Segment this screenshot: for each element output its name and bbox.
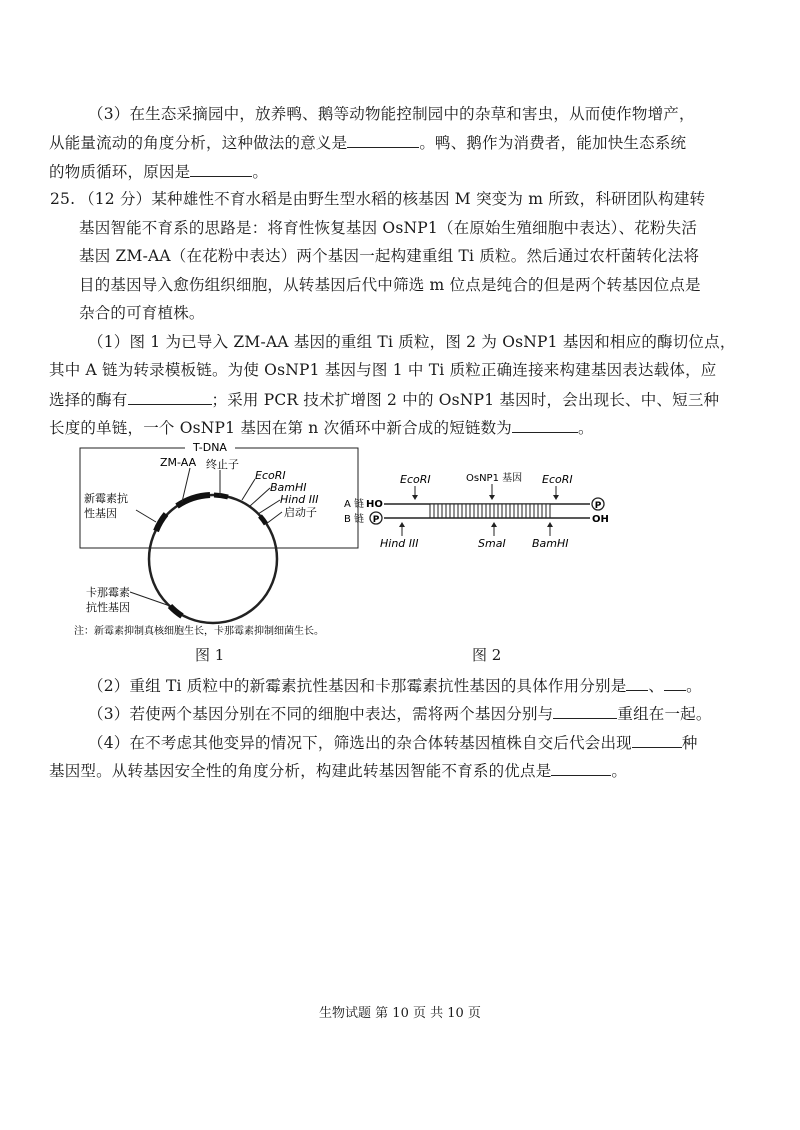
a-chain-5prime: HO <box>366 499 383 510</box>
page-footer: 生物试题 第 10 页 共 10 页 <box>319 1006 481 1021</box>
q25-intro-line2: 基因智能不育系的思路是：将育性恢复基因 OsNP1（在原始生殖细胞中表达）、花粉失活 <box>79 219 698 237</box>
answer-blank[interactable] <box>347 132 419 148</box>
q25-number: 25. <box>50 190 76 208</box>
answer-blank[interactable] <box>632 732 682 748</box>
plasmid-ring <box>149 495 277 623</box>
phosphate-a: P <box>594 501 602 511</box>
ecori-right-label: EcoRI <box>542 473 573 486</box>
q25-intro-line3: 基因 ZM-AA（在花粉中表达）两个基因一起构建重组 Ti 质粒。然后通过农杆菌转化法将 <box>79 247 700 265</box>
neomycin-label-1: 新霉素抗 <box>84 492 128 505</box>
tdna-label: T-DNA <box>193 441 227 454</box>
b-chain-3prime: OH <box>592 514 609 525</box>
q25-intro-line4: 目的基因导入愈伤组织细胞，从转基因后代中筛选 m 位点是纯合的但是两个转基因位点是 <box>79 276 701 294</box>
hindiii-label: Hind III <box>280 493 319 506</box>
q25-p3-line: （3）若使两个基因分别在不同的细胞中表达，需将两个基因分别与 重组在一起。 <box>88 705 712 723</box>
figure-1-plasmid <box>70 436 360 646</box>
ecori-label: EcoRI <box>255 469 286 482</box>
q25-p2-line: （2）重组 Ti 质粒中的新霉素抗性基因和卡那霉素抗性基因的具体作用分别是 、 。 <box>88 677 702 695</box>
answer-blank[interactable] <box>190 161 252 177</box>
terminator-label: 终止子 <box>206 458 239 471</box>
ecori-left-label: EcoRI <box>400 473 431 486</box>
hindiii-site-label: Hind III <box>380 537 419 550</box>
answer-blank[interactable] <box>553 703 617 719</box>
kanamycin-gene-block <box>170 606 182 616</box>
figure-1-note: 注：新霉素抑制真核细胞生长，卡那霉素抑制细菌生长。 <box>74 626 324 637</box>
q24-p3-line1: （3）在生态采摘园中，放养鸭、鹅等动物能控制园中的杂草和害虫，从而使作物增产， <box>88 105 695 123</box>
answer-blank[interactable] <box>128 389 212 405</box>
gene-label: OsNP1 基因 <box>466 473 523 484</box>
q25-intro-line5: 杂合的可育植株。 <box>79 304 205 322</box>
answer-blank[interactable] <box>664 675 686 691</box>
zm-aa-label: ZM-AA <box>160 456 197 469</box>
answer-blank[interactable] <box>551 760 611 776</box>
q25-intro-line1: （12 分）某种雄性不育水稻是由野生型水稻的核基因 M 突变为 m 所致，科研团队构建转 <box>79 190 706 208</box>
q24-p3-line2: 从能量流动的角度分析，这种做法的意义是 。鸭、鹅作为消费者，能加快生态系统 <box>49 134 687 152</box>
q25-p1-line4: 长度的单链，一个 OsNP1 基因在第 n 次循环中新合成的短链数为 。 <box>49 419 594 437</box>
q25-p4-line1: （4）在不考虑其他变异的情况下，筛选出的杂合体转基因植株自交后代会出现 种 <box>88 734 698 752</box>
kanamycin-label-2: 抗性基因 <box>86 601 130 614</box>
kanamycin-label-1: 卡那霉素 <box>86 586 130 599</box>
answer-blank[interactable] <box>626 675 648 691</box>
a-chain-label: A 链 <box>344 499 365 510</box>
q25-p1-line2: 其中 A 链为转录模板链。为使 OsNP1 基因与图 1 中 Ti 质粒正确连接来构建基因表达载体，应 <box>49 361 717 379</box>
bamhi-site-label: BamHI <box>532 537 569 550</box>
figure-1-caption: 图 1 <box>195 646 225 664</box>
q25-p1-line3: 选择的酶有 ；采用 PCR 技术扩增图 2 中的 OsNP1 基因时，会出现长、中、短三种 <box>49 391 720 409</box>
neomycin-label-2: 性基因 <box>84 507 117 520</box>
terminator-block <box>214 495 228 497</box>
smai-site-label: SmaI <box>478 537 506 550</box>
q25-p4-line2: 基因型。从转基因安全性的角度分析，构建此转基因智能不育系的优点是 。 <box>49 762 628 780</box>
promoter-block <box>260 516 266 524</box>
neomycin-gene-block <box>156 514 166 531</box>
q25-p1-line1: （1）图 1 为已导入 ZM-AA 基因的重组 Ti 质粒，图 2 为 OsNP1 基因和相应的酶切位点， <box>88 333 736 351</box>
figure-2-gene <box>342 466 617 556</box>
q24-p3-line3: 的物质循环，原因是 。 <box>49 163 269 181</box>
answer-blank[interactable] <box>512 417 578 433</box>
promoter-label: 启动子 <box>284 506 317 519</box>
phosphate-b: P <box>372 515 380 525</box>
b-chain-label: B 链 <box>344 514 365 525</box>
bamhi-label: BamHI <box>270 481 307 494</box>
figure-2-caption: 图 2 <box>472 646 502 664</box>
